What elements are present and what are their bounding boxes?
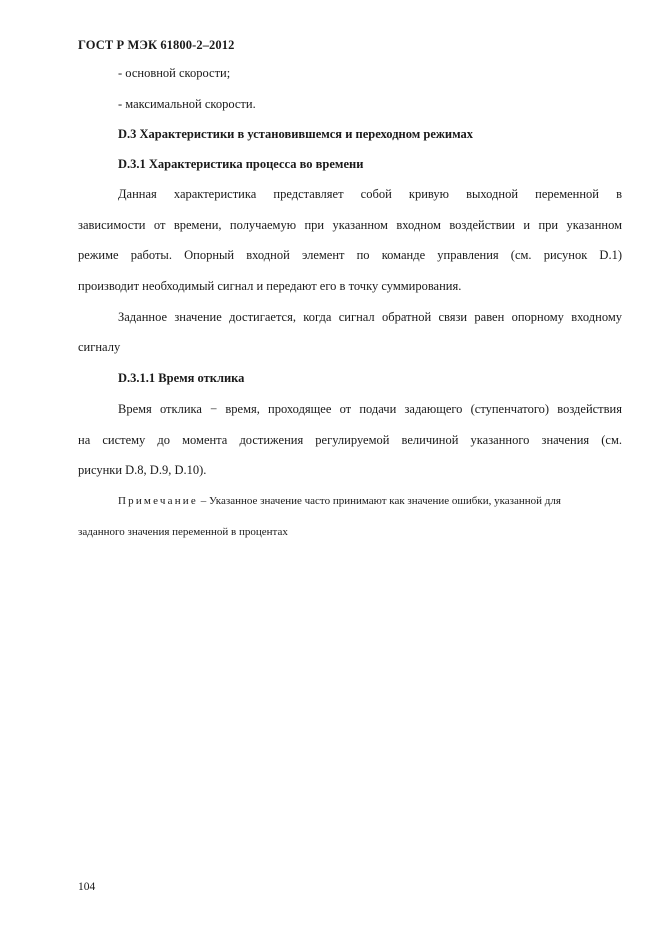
paragraph-line: зависимости от времени, получаемую при указанном входном воздействии и при указанном (78, 218, 622, 232)
paragraph-line: Заданное значение достигается, когда сигнал обратной связи равен опорному входному (118, 310, 622, 324)
section-heading-d3: D.3 Характеристики в установившемся и переходном режимах (118, 127, 474, 141)
document-code-header: ГОСТ Р МЭК 61800-2–2012 (78, 38, 235, 52)
paragraph-line: сигналу (78, 340, 121, 354)
paragraph-line: производит необходимый сигнал и передают его в точку суммирования. (78, 279, 462, 293)
paragraph-line: режиме работы. Опорный входной элемент по команде управления (см. рисунок D.1) (78, 248, 622, 262)
paragraph-line: рисунки D.8, D.9, D.10). (78, 463, 207, 477)
list-item-max-speed: - максимальной скорости. (118, 97, 256, 111)
paragraph-line: Данная характеристика представляет собой кривую выходной переменной в (118, 187, 622, 201)
page-number: 104 (78, 881, 96, 893)
list-item-basic-speed: - основной скорости; (118, 66, 231, 80)
paragraph-line: на систему до момента достижения регулируемой величиной указанного значения (см. (78, 433, 622, 447)
paragraph-line: Время отклика − время, проходящее от подачи задающего (ступенчатого) воздействия (118, 402, 622, 416)
note-text: – Указанное значение часто принимают как значение ошибки, указанной для (197, 495, 561, 507)
note-line-1 (118, 495, 561, 507)
section-heading-d3-1: D.3.1 Характеристика процесса во времени (118, 157, 364, 171)
note-line-2: заданного значения переменной в процентах (78, 526, 288, 538)
note-label: Примечание (118, 495, 198, 507)
section-heading-d3-1-1: D.3.1.1 Время отклика (118, 371, 245, 385)
